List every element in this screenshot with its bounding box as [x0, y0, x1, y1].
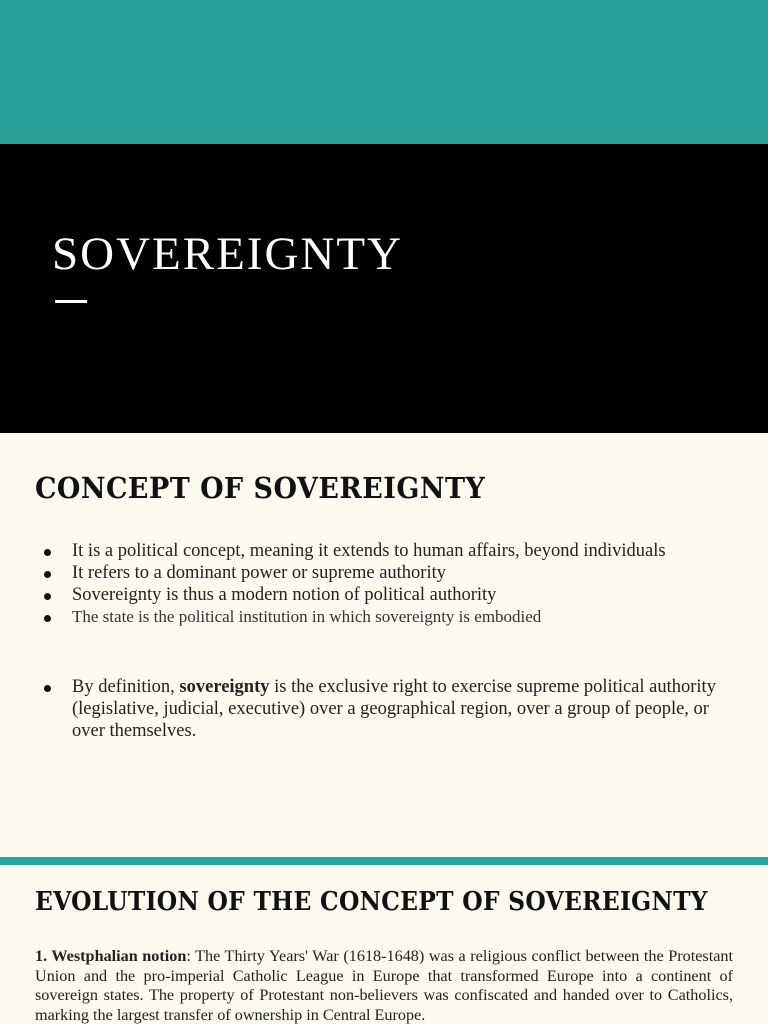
definition-prefix: By definition, — [72, 677, 180, 697]
evolution-paragraph — [35, 947, 733, 1024]
evolution-heading: EVOLUTION OF THE CONCEPT OF SOVEREIGNTY — [35, 887, 708, 917]
paragraph-text: : The Thirty Years' War (1618-1648) was a religious conflict between the Protestant Union and the pro-imperial Catholic League in Europe that transformed Europe into a continent of sovereign states. The property of Protestant non-believers was confiscated and handed over to Catholics, marking the largest transfer of ownership in Central Europe. — [35, 947, 733, 1024]
bullet-text: It is a political concept, meaning it extends to human affairs, beyond individuals — [72, 541, 666, 561]
definition-text: is the exclusive right to exercise supreme political authority (legislative, judicial, executive) over a geographical region, over a group of people, or over themselves. — [72, 677, 716, 741]
definition-bullet-list — [44, 676, 724, 742]
title-slide — [0, 144, 768, 433]
bullet-icon — [44, 549, 51, 556]
evolution-slide — [0, 865, 768, 1024]
definition-term: sovereignty — [179, 677, 270, 697]
list-item — [44, 676, 724, 742]
concept-slide — [0, 433, 768, 857]
slide-title: SOVEREIGNTY — [52, 228, 403, 280]
concept-bullet-list — [44, 540, 744, 628]
concept-heading: CONCEPT OF SOVEREIGNTY — [35, 471, 486, 505]
bullet-icon — [44, 571, 51, 578]
paragraph-lead: 1. Westphalian notion — [35, 947, 187, 965]
title-underline-dash — [55, 300, 87, 303]
bullet-icon — [44, 615, 51, 622]
bullet-text: Sovereignty is thus a modern notion of political authority — [72, 585, 497, 605]
list-item — [44, 584, 744, 606]
bullet-text: The state is the political institution in which sovereignty is embodied — [72, 607, 542, 626]
bullet-text: It refers to a dominant power or supreme authority — [72, 563, 446, 583]
list-item — [44, 606, 744, 628]
top-teal-band — [0, 0, 768, 144]
slide-divider — [0, 857, 768, 865]
bullet-icon — [44, 593, 51, 600]
list-item — [44, 562, 744, 584]
list-item — [44, 540, 744, 562]
bullet-icon — [44, 685, 51, 692]
